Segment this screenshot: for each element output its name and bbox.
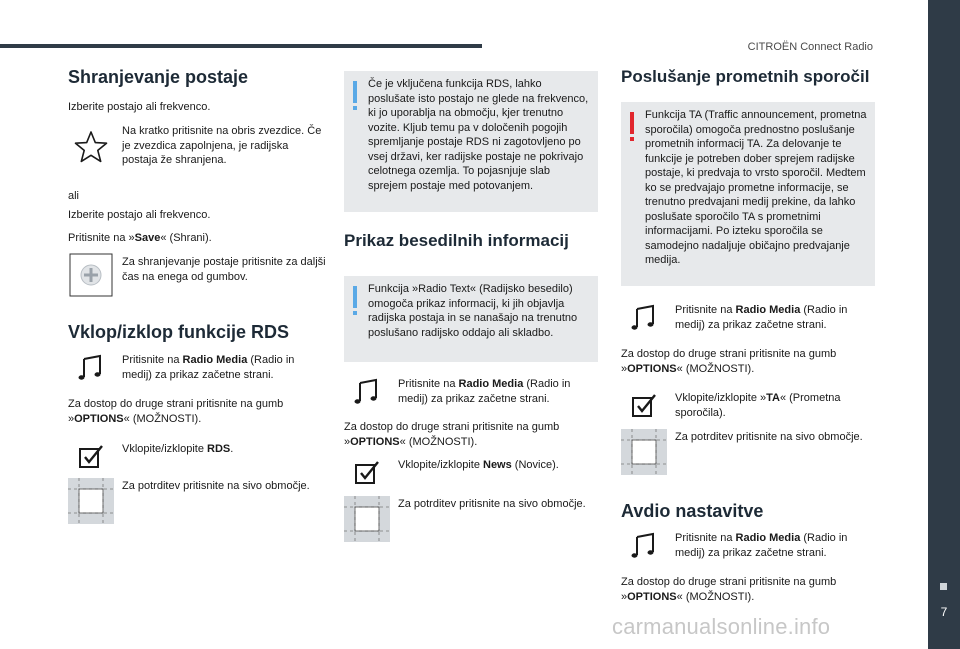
page-number: 7 [940, 605, 948, 619]
step-radio-media [621, 531, 875, 571]
step-confirm [621, 429, 875, 475]
step-toggle-news [344, 458, 598, 488]
step-text: Vklopite/izklopite »TA« (Prometna sporočila). [675, 392, 841, 419]
touch-area-icon[interactable] [344, 496, 390, 542]
step-text: Pritisnite na Radio Media (Radio in medij) za prikaz začetne strani. [398, 378, 571, 405]
step-text: Vklopite/izklopite RDS. [122, 443, 234, 455]
step-text: Pritisnite na Radio Media (Radio in medij) za prikaz začetne strani. [675, 532, 848, 559]
step-text: Vklopite/izklopite News (Novice). [398, 459, 559, 471]
paragraph-options: Za dostop do druge strani pritisnite na gumb »OPTIONS« (MOŽNOSTI). [344, 421, 560, 448]
step-star [68, 124, 326, 184]
page-sidebar [928, 0, 960, 649]
section-title-rds: Vklop/izklop funkcije RDS [68, 322, 290, 342]
music-note-icon[interactable] [621, 531, 667, 577]
info-marker [353, 81, 357, 103]
step-confirm [68, 478, 326, 524]
section-title-radio-text: Prikaz besedilnih informacij [344, 231, 569, 250]
info-text: Funkcija »Radio Text« (Radijsko besedilo) omogoča prikaz informacij, ki jih objavlja radijska postaja in se nanašajo na trenutno poslušano radijsko oddajo ali skladbo. [368, 283, 578, 339]
page-marker [940, 583, 947, 590]
paragraph: Izberite postajo ali frekvenco. [68, 209, 211, 221]
star-icon[interactable] [68, 130, 114, 176]
info-box-rds [344, 71, 598, 212]
watermark: carmanualsonline.info [612, 614, 831, 639]
step-text: Pritisnite na Radio Media (Radio in medij) za prikaz začetne strani. [122, 354, 295, 381]
header-rule [0, 44, 482, 48]
step-toggle-rds [68, 442, 326, 472]
paragraph-save: Pritisnite na »Save« (Shrani). [68, 232, 212, 244]
info-text: Če je vključena funkcija RDS, lahko poslušate isto postajo ne glede na frekvenco, ki jo uporablja na območju, kjer trenutno vozite. Kljub temu pa v določenih pogojih spremljanje postaje RDS ni zagotovljeno po vsej državi, ker radijske postaje ne pokrivajo celotnega ozemlja. To pojasnjuje slab sprejem postaje med potovanjem. [368, 78, 589, 192]
step-radio-media [621, 303, 875, 343]
step-text: Na kratko pritisnite na obris zvezdice. Če je zvezdica zapolnjena, je radijska postaja že shranjena. [122, 125, 322, 166]
paragraph-options: Za dostop do druge strani pritisnite na gumb »OPTIONS« (MOŽNOSTI). [621, 348, 837, 375]
info-box-radio-text [344, 276, 598, 362]
or-text: ali [68, 190, 80, 202]
step-text: Za potrditev pritisnite na sivo območje. [398, 498, 586, 510]
touch-area-icon[interactable] [621, 429, 667, 475]
step-add [68, 253, 326, 301]
step-text: Za shranjevanje postaje pritisnite za daljši čas na enega od gumbov. [122, 256, 326, 283]
music-note-icon[interactable] [621, 303, 667, 349]
paragraph-options: Za dostop do druge strani pritisnite na gumb »OPTIONS« (MOŽNOSTI). [621, 576, 837, 603]
step-confirm [344, 496, 598, 542]
step-radio-media [344, 377, 598, 417]
step-toggle-ta [621, 391, 875, 423]
warning-text: Funkcija TA (Traffic announcement, prometna sporočila) omogoča prednostno poslušanje prometnih informacij TA. Za delovanje te funkcije je potreben dober sprejem radijske postaje, ki predvaja to vrsto sporočil. Medtem ko se predvajajo prometne informacije, se trenutno predvajani medij prekine, da lahko poslušate sporočilo TA s prometnimi informacijami. Po izteku sporočila se samodejno nadaljuje običajno predvajanje medija. [645, 109, 867, 266]
add-icon[interactable] [68, 253, 114, 299]
section-title-save-station: Shranjevanje postaje [68, 67, 249, 87]
music-note-icon[interactable] [68, 353, 114, 399]
warning-box-ta [621, 102, 875, 286]
step-text: Pritisnite na Radio Media (Radio in medij) za prikaz začetne strani. [675, 304, 848, 331]
info-marker [353, 286, 357, 308]
step-radio-media [68, 353, 326, 393]
section-title-traffic: Poslušanje prometnih sporočil [621, 67, 870, 86]
music-note-icon[interactable] [344, 377, 390, 423]
header-brand: CITROËN Connect Radio [747, 41, 873, 53]
warning-marker [630, 112, 634, 134]
touch-area-icon[interactable] [68, 478, 114, 524]
paragraph-options: Za dostop do druge strani pritisnite na gumb »OPTIONS« (MOŽNOSTI). [68, 398, 284, 425]
paragraph: Izberite postajo ali frekvenco. [68, 101, 211, 113]
step-text: Za potrditev pritisnite na sivo območje. [675, 431, 863, 443]
step-text: Za potrditev pritisnite na sivo območje. [122, 480, 310, 492]
section-title-audio: Avdio nastavitve [621, 501, 764, 521]
